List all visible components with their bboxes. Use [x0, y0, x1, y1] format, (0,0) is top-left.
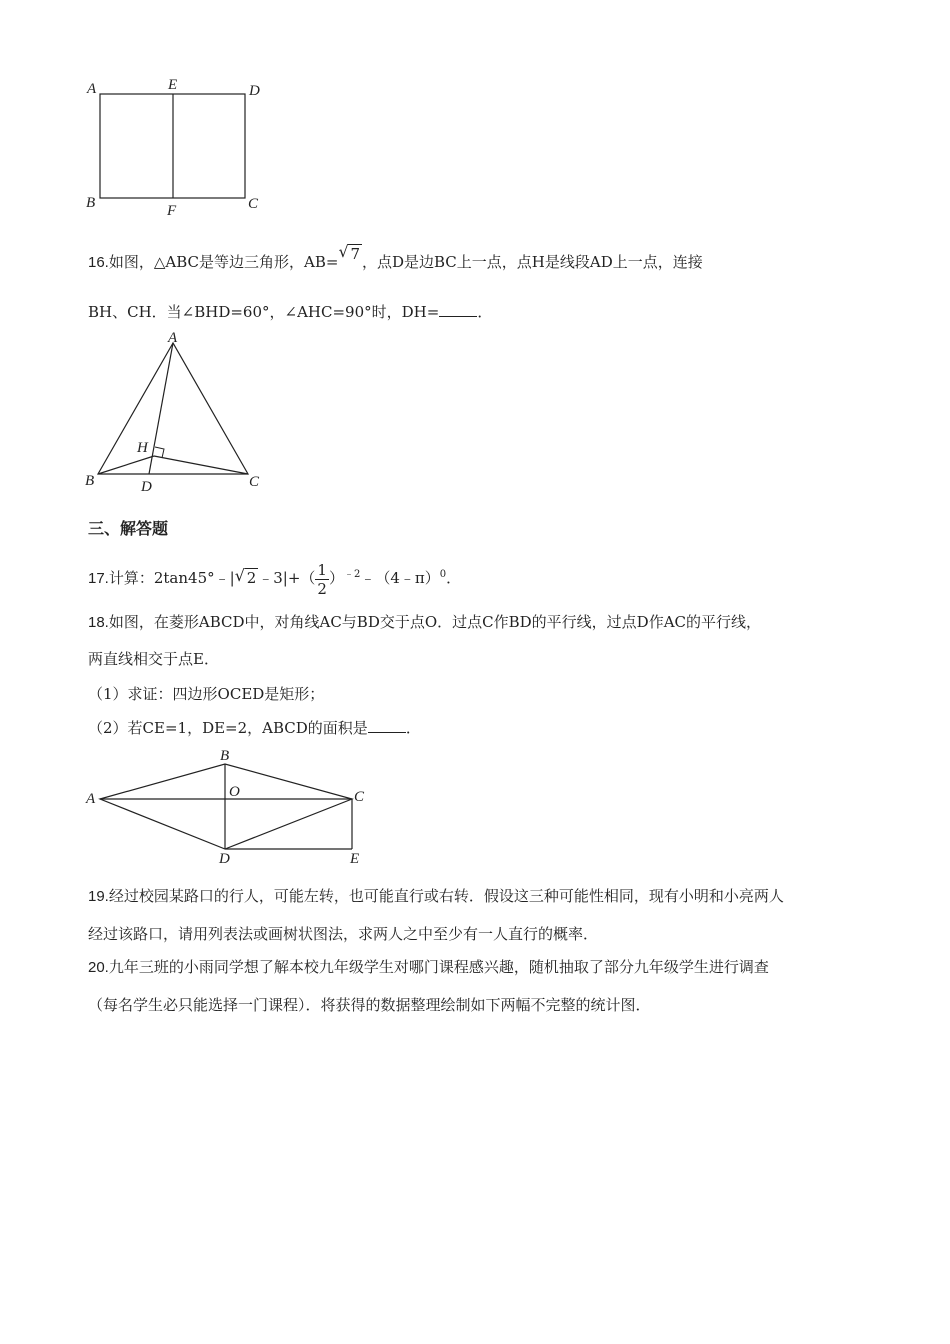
q20-line1 — [88, 957, 769, 978]
q18-part2-end: ． — [405, 719, 421, 737]
rhombus-abcd — [100, 764, 352, 849]
sqrt-radicand: 7 — [350, 245, 360, 263]
label-o: O — [229, 784, 240, 800]
fraction-numerator: 1 — [317, 560, 327, 579]
sqrt-symbol — [235, 561, 259, 595]
answer-blank — [439, 302, 477, 317]
q18-part2-text: （2）若CE=1，DE=2，ABCD的面积是 — [88, 719, 368, 737]
q17-text-a: 计算：2tan45°﹣| — [108, 569, 235, 587]
q18-line1 — [88, 612, 761, 633]
q20-text: 九年三班的小雨同学想了解本校九年级学生对哪门课程感兴趣，随机抽取了部分九年级学生进行调查 — [108, 958, 769, 976]
q17-text-d: ﹣（4﹣π） — [360, 569, 440, 587]
q18-part1-text: （1）求证：四边形OCED是矩形； — [88, 685, 325, 703]
rhombus-figure — [80, 742, 380, 872]
fraction-denominator: 2 — [317, 579, 327, 598]
q16-text-c: BH、CH．当∠BHD=60°，∠AHC=90°时，DH= — [88, 303, 440, 321]
q17-line — [88, 558, 461, 598]
q17-text-c: ） — [328, 569, 344, 587]
label-c: C — [248, 196, 259, 212]
q18-part2 — [88, 718, 421, 738]
question-number: 20. — [88, 959, 109, 976]
q16-text-b: ，点D是边BC上一点，点H是线段AD上一点，连接 — [361, 253, 703, 271]
sqrt-radicand: 2 — [246, 569, 257, 587]
label-f: F — [167, 203, 177, 219]
q19-text: 经过校园某路口的行人，可能左转，也可能直行或右转．假设这三种可能性相同，现有小明和小亮两人 — [108, 887, 784, 905]
q16-line1 — [88, 245, 703, 273]
segment-ch — [154, 456, 248, 474]
label-d: D — [249, 83, 260, 99]
q20-text: （每名学生必只能选择一门课程）．将获得的数据整理绘制如下两幅不完整的统计图． — [88, 996, 651, 1014]
label-h: H — [137, 440, 148, 456]
q16-line2 — [88, 302, 492, 322]
label-b: B — [220, 748, 230, 764]
question-number: 17. — [88, 570, 109, 587]
triangle-figure — [80, 328, 280, 498]
exponent: ﹣2 — [343, 569, 361, 580]
q18-line2 — [88, 649, 219, 669]
q18-part1 — [88, 684, 324, 704]
label-a: A — [168, 330, 178, 346]
label-b: B — [86, 195, 96, 211]
label-c: C — [249, 474, 260, 490]
fraction — [315, 561, 329, 598]
answer-blank — [368, 718, 406, 733]
q18-text: 两直线相交于点E． — [88, 650, 219, 668]
question-number: 16. — [88, 254, 109, 271]
label-a: A — [87, 81, 97, 97]
label-c: C — [354, 789, 365, 805]
q18-text: 如图，在菱形ABCD中，对角线AC与BD交于点O．过点C作BD的平行线，过点D作AC的平行线， — [108, 613, 762, 631]
q16-text-end: ． — [477, 303, 493, 321]
q19-line2 — [88, 924, 598, 944]
label-e: E — [168, 77, 178, 93]
question-number: 19. — [88, 888, 109, 905]
label-d: D — [141, 479, 152, 495]
section-heading: 三、解答题 — [88, 519, 169, 538]
sqrt-symbol — [338, 244, 362, 264]
label-b: B — [85, 473, 95, 489]
rectangle-figure — [80, 75, 280, 220]
q17-text-e: ． — [446, 569, 462, 587]
q16-text-a: 如图，△ABC是等边三角形，AB= — [108, 253, 339, 271]
q20-line2 — [88, 995, 651, 1015]
exponent: 0 — [439, 569, 447, 580]
question-number: 18. — [88, 614, 109, 631]
q19-text: 经过该路口，请用列表法或画树状图法，求两人之中至少有一人直行的概率． — [88, 925, 599, 943]
segment-ad — [149, 343, 173, 474]
triangle-abc — [98, 343, 248, 474]
q17-text-b: ﹣3|+（ — [258, 569, 316, 587]
q19-line1 — [88, 886, 784, 907]
label-d: D — [219, 851, 230, 867]
label-e: E — [350, 851, 360, 867]
label-a: A — [86, 791, 96, 807]
